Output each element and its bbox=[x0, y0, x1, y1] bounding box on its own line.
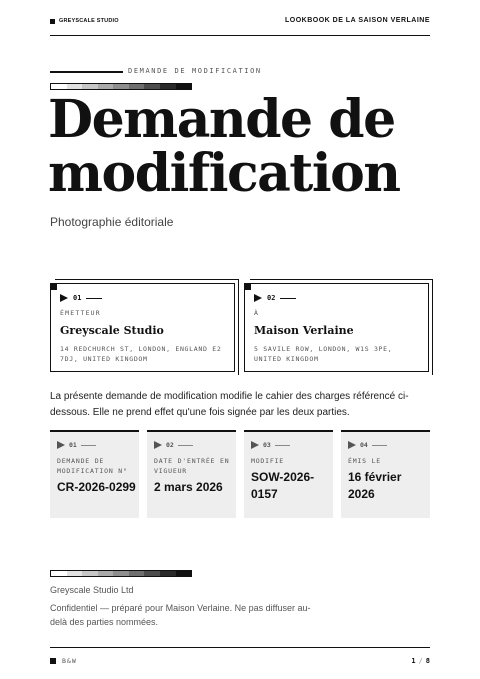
meta-label: DEMANDE DE MODIFICATION N° bbox=[57, 457, 128, 475]
swatch-5 bbox=[129, 571, 145, 576]
card-corner-square bbox=[50, 283, 57, 290]
kicker-rule bbox=[50, 71, 123, 73]
meta-number bbox=[154, 441, 193, 449]
meta-number-text: 03 bbox=[263, 441, 271, 449]
party-address: 14 REDCHURCH ST, LONDON, ENGLAND E2 7DJ, UNITED KINGDOM bbox=[60, 345, 222, 363]
dash-rule bbox=[81, 445, 96, 446]
card-corner-square bbox=[244, 283, 251, 290]
party-role: À bbox=[254, 309, 260, 317]
party-number-text: 01 bbox=[73, 294, 82, 302]
meta-number-text: 04 bbox=[360, 441, 368, 449]
meta-card-modifies bbox=[244, 430, 333, 518]
meta-label: ÉMIS LE bbox=[348, 457, 381, 465]
dash-rule bbox=[372, 445, 387, 446]
title-line-1: Demande de bbox=[48, 89, 395, 150]
play-triangle-icon bbox=[154, 441, 162, 449]
meta-value: CR-2026-0299 bbox=[57, 480, 136, 494]
collection-title: LOOKBOOK DE LA SAISON VERLAINE bbox=[284, 17, 430, 24]
page-title bbox=[48, 89, 448, 204]
meta-label: DATE D'ENTRÉE EN VIGUEUR bbox=[154, 457, 230, 475]
kicker: DEMANDE DE MODIFICATION bbox=[128, 67, 262, 75]
meta-label: MODIFIE bbox=[251, 457, 284, 465]
swatch-0 bbox=[51, 571, 67, 576]
meta-value: SOW-2026-0157 bbox=[251, 470, 315, 501]
brand-name: GREYSCALE STUDIO bbox=[59, 18, 119, 24]
intro-paragraph: La présente demande de modification modifie le cahier des charges référencé ci-dessous. Elle ne prend effet qu'une fois signée par les deux parties. bbox=[50, 391, 409, 418]
party-number bbox=[60, 294, 102, 302]
party-name: Maison Verlaine bbox=[254, 324, 354, 337]
subtitle: Photographie éditoriale bbox=[50, 215, 174, 229]
play-triangle-icon bbox=[251, 441, 259, 449]
party-role: ÉMETTEUR bbox=[60, 309, 101, 317]
meta-number bbox=[348, 441, 387, 449]
page-separator: / bbox=[418, 657, 423, 665]
page-total: 8 bbox=[425, 657, 430, 665]
swatch-2 bbox=[82, 571, 98, 576]
dash-rule bbox=[178, 445, 193, 446]
party-address: 5 SAVILE ROW, LONDON, W1S 3PE, UNITED KINGDOM bbox=[254, 345, 393, 363]
brand bbox=[50, 18, 119, 24]
dash-rule bbox=[275, 445, 290, 446]
page-indicator bbox=[411, 657, 430, 665]
page-header bbox=[50, 16, 430, 36]
page-number: 1 bbox=[411, 657, 416, 665]
party-number bbox=[254, 294, 296, 302]
meta-card-issued bbox=[341, 430, 430, 518]
meta-value: 2 mars 2026 bbox=[154, 480, 223, 494]
meta-card-effective-date bbox=[147, 430, 236, 518]
studio-name: Greyscale Studio Ltd bbox=[50, 585, 134, 595]
meta-number bbox=[57, 441, 96, 449]
footer-label: B&W bbox=[62, 657, 77, 665]
footer-left bbox=[50, 657, 77, 665]
party-card-recipient bbox=[244, 283, 429, 372]
page-footer bbox=[50, 647, 430, 667]
dash-rule bbox=[86, 298, 102, 299]
party-card-sender bbox=[50, 283, 235, 372]
brand-square-icon bbox=[50, 19, 55, 24]
swatch-8 bbox=[176, 571, 192, 576]
greyscale-swatch-strip bbox=[50, 570, 192, 577]
meta-value: 16 février 2026 bbox=[348, 470, 402, 501]
meta-number-text: 01 bbox=[69, 441, 77, 449]
confidential-note: Confidentiel — préparé pour Maison Verlaine. Ne pas diffuser au-delà des parties nommées. bbox=[50, 603, 311, 627]
party-number-text: 02 bbox=[267, 294, 276, 302]
footer-square-icon bbox=[50, 658, 56, 664]
play-triangle-icon bbox=[254, 294, 262, 302]
swatch-6 bbox=[144, 571, 160, 576]
title-line-2: modification bbox=[48, 143, 400, 204]
play-triangle-icon bbox=[348, 441, 356, 449]
meta-card-change-number bbox=[50, 430, 139, 518]
meta-number bbox=[251, 441, 290, 449]
dash-rule bbox=[280, 298, 296, 299]
play-triangle-icon bbox=[60, 294, 68, 302]
swatch-3 bbox=[98, 571, 114, 576]
party-name: Greyscale Studio bbox=[60, 324, 164, 337]
swatch-1 bbox=[67, 571, 83, 576]
meta-number-text: 02 bbox=[166, 441, 174, 449]
swatch-4 bbox=[113, 571, 129, 576]
swatch-7 bbox=[160, 571, 176, 576]
play-triangle-icon bbox=[57, 441, 65, 449]
